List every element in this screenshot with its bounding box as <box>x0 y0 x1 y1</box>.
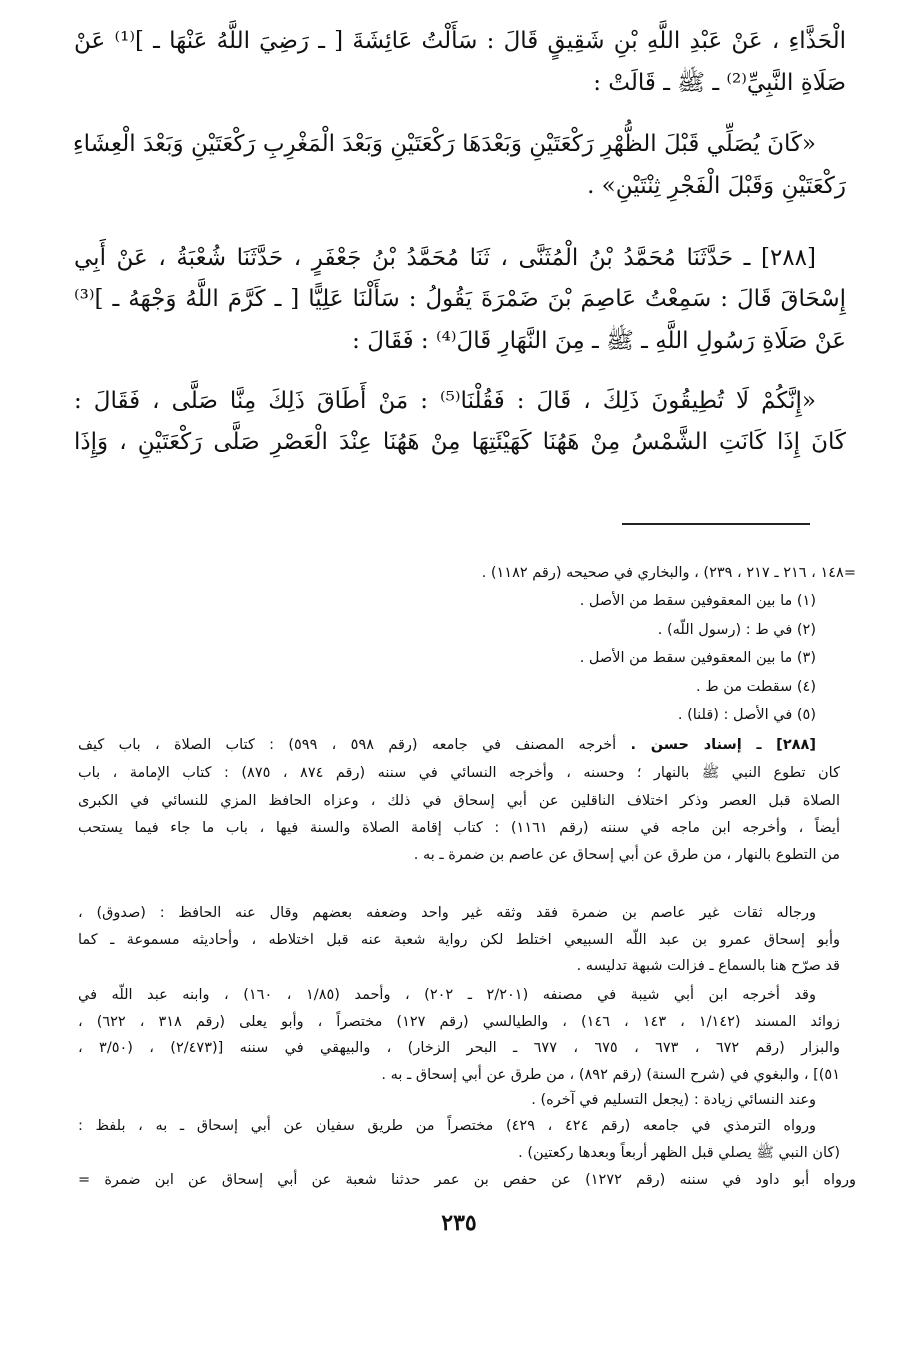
footnote-4: (٤) سقطت من ط . <box>695 679 816 695</box>
commentary-line: وعند النسائي زيادة : (يجعل التسليم في آخره) . <box>531 1092 816 1108</box>
commentary-line <box>78 738 816 753</box>
commentary-line: زوائد المسند (١/١٤٢ ، ١٤٣ ، ١٤٦) ، والطيالسي (رقم ١٢٧) مختصراً ، وأبو يعلى (رقم ٣١٨ ، ٦٢٢) ، <box>78 1014 841 1030</box>
commentary-line: من التطوع بالنهار ، من طرق عن أبي إسحاق عن عاصم بن ضمرة ـ به . <box>413 847 840 863</box>
commentary-line: ورجاله ثقات غير عاصم بن ضمرة فقد وثقه غير واحد وضعفه بعضهم وقال عنه الحافظ : (صدوق) ، <box>78 905 816 921</box>
commentary-line: (كان النبي ﷺ يصلي قبل الظهر أربعاً وبعدها ركعتين) . <box>518 1145 840 1161</box>
commentary-line: وأبو إسحاق عمرو بن عبد اللّه السبيعي اختلط لكن رواية شعبة عنه قبل اختلاطه ، وأحاديثه مسموعة ـ كما <box>78 932 840 948</box>
commentary-line: كان تطوع النبي ﷺ بالنهار ؛ وحسنه ، وأخرجه النسائي في سننه (رقم ٨٧٤ ، ٨٧٥) : كتاب الإمامة ، باب <box>78 765 840 781</box>
hadith-text-line: رَكْعَتَيْنِ وَقَبْلَ الْفَجْرِ ثِنْتَيْنِ» . <box>587 173 846 199</box>
footnote-1: (١) ما بين المعقوفين سقط من الأصل . <box>579 593 816 609</box>
footnote-3: (٣) ما بين المعقوفين سقط من الأصل . <box>579 650 816 666</box>
commentary-heading: [٢٨٨] ـ إسناد حسن . <box>630 737 817 753</box>
hadith-text-line: «إِنَّكُمْ لَا تُطِيقُونَ ذَلِكَ ، قَالَ : فَقُلْنَا⁽⁵⁾ : مَنْ أَطَاقَ ذَلِكَ مِنَّا صَلَّى ، فَقَالَ : <box>74 388 816 414</box>
hadith-288-isnad-line: [٢٨٨] ـ حَدَّثَنَا مُحَمَّدُ بْنُ الْمُثَنَّى ، ثَنَا مُحَمَّدُ بْنُ جَعْفَرٍ ، حَدَّثَنَا شُعْبَةُ ، عَنْ أَبِي <box>74 245 816 271</box>
footnote-5: (٥) في الأصل : (قلنا) . <box>677 707 816 723</box>
main-text-line: صَلَاةِ النَّبِيِّ⁽²⁾ ـ ﷺ ـ قَالَتْ : <box>593 70 846 96</box>
commentary-text: أخرجه المصنف في جامعه (رقم ٥٩٨ ، ٥٩٩) : كتاب الصلاة ، باب كيف <box>78 737 617 753</box>
commentary-line: قد صرّح هنا بالسماع ـ فزالت شبهة تدليسه . <box>576 958 840 974</box>
commentary-line: وقد أخرجه ابن أبي شيبة في مصنفه (٢/٢٠١ ـ ٢٠٢) ، وأحمد (١/٨٥ ، ١٦٠) ، وابنه عبد اللّه في <box>78 987 816 1003</box>
main-text-line: إِسْحَاقَ قَالَ : سَمِعْتُ عَاصِمَ بْنَ ضَمْرَةَ يَقُولُ : سَأَلْنَا عَلِيًّا [ ـ كَرَّمَ اللَّهُ وَجْهَهُ ـ ]⁽³⁾ <box>74 286 846 312</box>
commentary-line: ورواه الترمذي في جامعه (رقم ٤٢٤ ، ٤٢٩) مختصراً من طريق سفيان عن أبي إسحاق ـ به ، بلفظ : <box>78 1118 817 1134</box>
footnote-separator <box>622 523 810 525</box>
commentary-line: ورواه أبو داود في سننه (رقم ١٢٧٢) عن حفص بن عمر حدثنا شعبة عن أبي إسحاق عن ابن ضمرة = <box>78 1172 857 1188</box>
page-number: ٢٣٥ <box>441 1210 477 1236</box>
commentary-line: ٥١)] ، والبغوي في (شرح السنة) (رقم ٨٩٢) ، من طرق عن أبي إسحاق ـ به . <box>381 1067 840 1083</box>
main-text-line: الْحَذَّاءِ ، عَنْ عَبْدِ اللَّهِ بْنِ شَقِيقٍ قَالَ : سَأَلْتُ عَائِشَةَ [ ـ رَضِيَ اللَّهُ عَنْهَا ـ ]⁽¹⁾ عَنْ <box>74 28 847 54</box>
hadith-text-line: «كَانَ يُصَلِّي قَبْلَ الظُّهْرِ رَكْعَتَيْنِ وَبَعْدَهَا رَكْعَتَيْنِ وَبَعْدَ الْمَغْرِبِ رَكْعَتَيْنِ وَبَعْدَ الْعِشَاءِ <box>72 131 816 157</box>
commentary-line: الصلاة قبل العصر وذكر اختلاف الناقلين عن أبي إسحاق في ذلك ، وعزاه الحافظ المزي للنسائي في الكبرى <box>78 793 840 809</box>
main-text-line: عَنْ صَلَاةِ رَسُولِ اللَّهِ ـ ﷺ ـ مِنَ النَّهَارِ قَالَ⁽⁴⁾ : فَقَالَ : <box>352 328 846 354</box>
footnote-2: (٢) في ط : (رسول اللّه) . <box>657 622 816 638</box>
commentary-line: أيضاً ، وأخرجه ابن ماجه في سننه (رقم ١١٦١) : كتاب إقامة الصلاة والسنة فيها ، باب ما جاء فيما يستحب <box>78 820 840 836</box>
commentary-line: والبزار (رقم ٦٧٢ ، ٦٧٣ ، ٦٧٥ ، ٦٧٧ ـ البحر الزخار) ، والبيهقي في سننه [(٢/٤٧٣) ، (٣/٥٠ ، <box>78 1040 840 1056</box>
footnote-continuation: =١٤٨ ، ٢١٦ ـ ٢١٧ ، ٢٣٩) ، والبخاري في صحيحه (رقم ١١٨٢) . <box>481 565 856 581</box>
hadith-text-line: كَانَ إِذَا كَانَتِ الشَّمْسُ مِنْ هَهُنَا كَهَيْئَتِهَا مِنْ هَهُنَا عِنْدَ الْعَصْرِ صَلَّى رَكْعَتَيْنِ ، وَإِذَا <box>74 429 846 455</box>
